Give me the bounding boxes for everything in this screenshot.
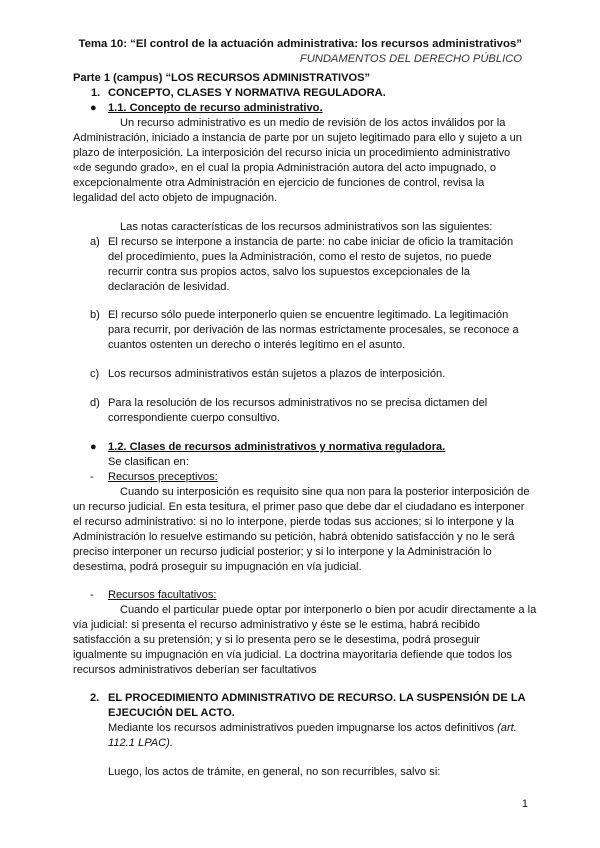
note-line: del procedimiento, pues la Administración, como el resto de sujetos, no puede	[108, 251, 492, 263]
preceptivos-line: el recurso administrativo: si no lo interpone, pierde todas sus acciones; si lo interpone y la	[73, 516, 514, 528]
concept-line: Administración, iniciado a instancia de parte por un sujeto legitimado para ello y sujeto a un	[73, 132, 522, 144]
preceptivos-line: Cuando su interposición es requisito sine qua non para la posterior interposición de	[120, 486, 530, 498]
facultativos-line: vía judicial: si presenta el recurso administrativo y éste se le estima, habrá recibido	[73, 619, 480, 631]
preceptivos-line: un recurso judicial. En esta tesitura, el primer paso que debe dar el ciudadano es interponer	[73, 501, 525, 513]
preceptivos-title: Recursos preceptivos:	[108, 471, 218, 483]
note-line: para recurrir, por derivación de las normas estrictamente procesales, se reconoce a	[108, 324, 519, 336]
dash-marker: -	[90, 471, 94, 483]
facultativos-line: recursos administrativos deberían ser facultativos	[73, 664, 317, 676]
section-2-p1-ref: (art.	[497, 722, 517, 734]
note-line: correspondiente cuerpo consultivo.	[108, 412, 281, 424]
note-letter: d)	[90, 397, 100, 409]
note-line: declaración de lesividad.	[108, 281, 230, 293]
section-2-number: 2.	[90, 692, 100, 704]
concept-line: Un recurso administrativo es un medio de revisión de los actos inválidos por la	[120, 117, 506, 129]
preceptivos-line: Administración lo resuelve estimando su petición, habrá obtenido satisfacción y no le será	[73, 531, 515, 543]
facultativos-line: igualmente su impugnación en vía judicial. La doctrina mayoritaria defiende que todos los	[73, 649, 513, 661]
section-2-title-cont: EJECUCIÓN DEL ACTO.	[108, 707, 235, 719]
concept-line: plazo de interposición. La interposición del recurso inicia un procedimiento administrativo	[73, 147, 511, 159]
section-1-number: 1.	[91, 87, 101, 99]
note-line: Para la resolución de los recursos administrativos no se precisa dictamen del	[108, 397, 488, 409]
section-2-p1-ref2: 112.1 LPAC).	[108, 737, 173, 749]
section-2-p1-text: Mediante los recursos administrativos pueden impugnarse los actos definitivos	[108, 722, 498, 734]
note-line: El recurso sólo puede interponerlo quien se encuentre legitimado. La legitimación	[108, 309, 509, 321]
facultativos-title: Recursos facultativos:	[108, 589, 217, 601]
concept-line: «de segundo grado», en el cual la propia Administración autora del acto impugnado, o	[73, 162, 497, 174]
bullet-icon: ●	[90, 102, 97, 114]
preceptivos-line: desestima, podrá proseguir su impugnación en vía judicial.	[73, 561, 362, 573]
note-line: recurrir contra sus propios actos, salvo los supuestos excepcionales de la	[108, 266, 470, 278]
header-subject: FUNDAMENTOS DEL DERECHO PÚBLICO	[299, 53, 522, 65]
note-line: cuantos ostenten un derecho o interés legítimo en el asunto.	[108, 339, 406, 351]
note-letter: b)	[90, 309, 100, 321]
section-2-title: EL PROCEDIMIENTO ADMINISTRATIVO DE RECURSO. LA SUSPENSIÓN DE LA	[108, 692, 526, 704]
facultativos-line: Cuando el particular puede optar por interponerlo o bien por acudir directamente a la	[120, 604, 537, 616]
concept-line: excepcionalmente otra Administración en ejercicio de funciones de control, revisa la	[73, 177, 485, 189]
part-title: Parte 1 (campus) “LOS RECURSOS ADMINISTRATIVOS”	[73, 72, 371, 84]
section-2-paragraph-1-cont	[108, 736, 173, 750]
section-2-paragraph-2: Luego, los actos de trámite, en general, no son recurribles, salvo si:	[108, 766, 441, 778]
concept-line: legalidad del acto objeto de impugnación.	[73, 192, 278, 204]
note-letter: c)	[90, 368, 100, 380]
note-line: Los recursos administrativos están sujetos a plazos de interposición.	[108, 368, 446, 380]
page-number: 1	[521, 798, 528, 810]
bullet-icon: ●	[90, 441, 97, 453]
dash-marker: -	[90, 589, 94, 601]
section-2-paragraph-1	[108, 721, 517, 735]
note-line: El recurso se interpone a instancia de parte: no cabe iniciar de oficio la tramitación	[108, 236, 514, 248]
notes-intro: Las notas características de los recursos administrativos son las siguientes:	[120, 221, 493, 233]
subsection-1-1-title: 1.1. Concepto de recurso administrativo.	[108, 102, 323, 114]
note-letter: a)	[90, 236, 100, 248]
section-1-title: CONCEPTO, CLASES Y NORMATIVA REGULADORA.	[108, 87, 386, 99]
header-title: Tema 10: “El control de la actuación administrativa: los recursos administrativos”	[78, 38, 522, 50]
subsection-1-2-title: 1.2. Clases de recursos administrativos y normativa reguladora.	[108, 441, 446, 453]
preceptivos-line: preciso interponer un recurso judicial posterior; y si lo interpone y la Administración lo	[73, 546, 492, 558]
classify-text: Se clasifican en:	[108, 456, 189, 468]
facultativos-line: satisfacción a su pretensión; y si lo presenta pero se le desestima, podrá proseguir	[73, 634, 480, 646]
